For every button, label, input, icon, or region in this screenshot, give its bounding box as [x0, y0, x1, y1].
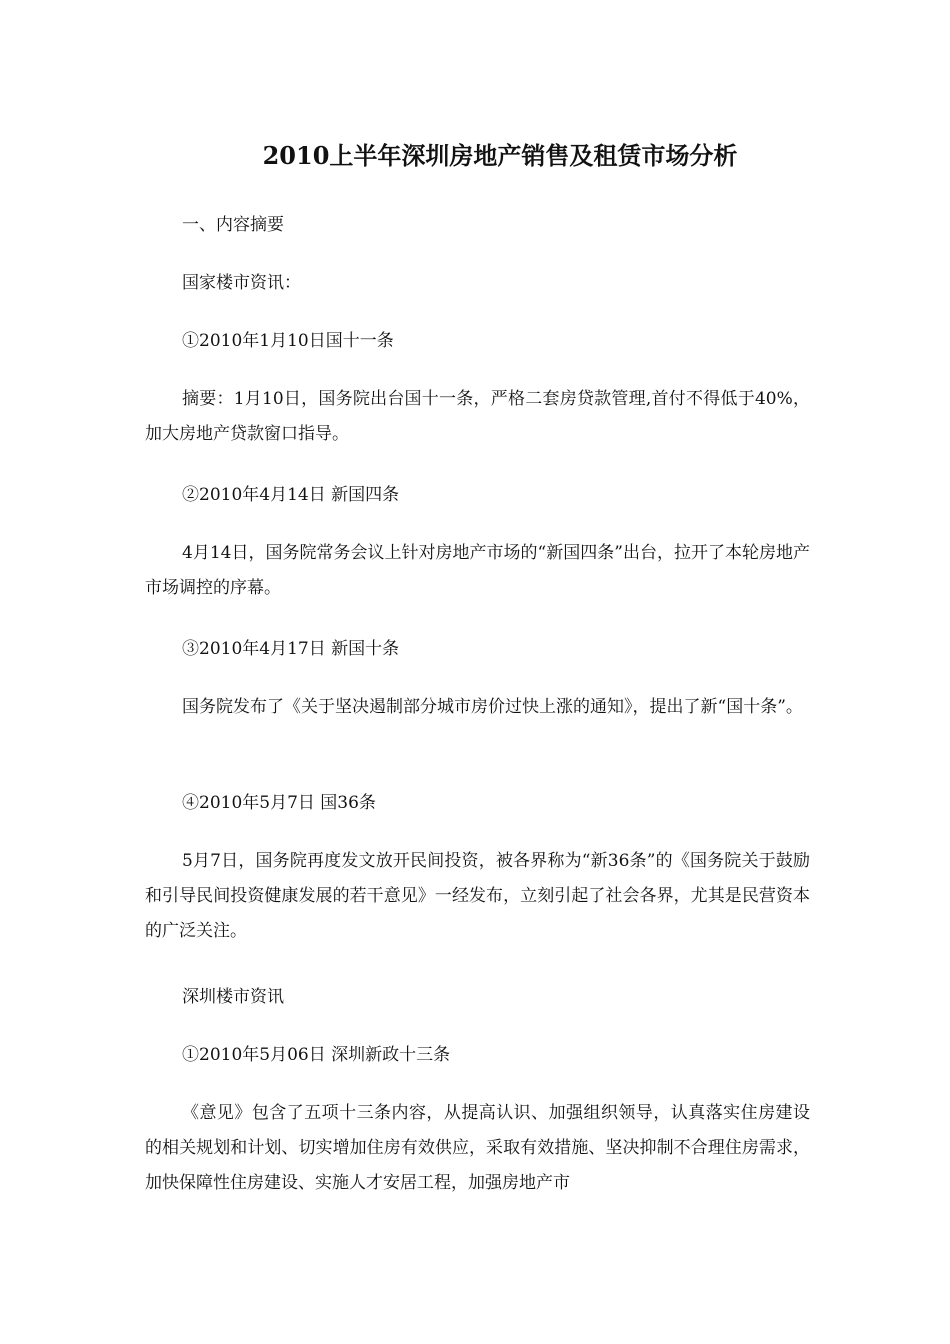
- national-item-2-title: ②2010年4月14日 新国四条: [182, 485, 400, 505]
- shenzhen-item-1-title: ①2010年5月06日 深圳新政十三条: [182, 1045, 451, 1065]
- document-title: 2010上半年深圳房地产销售及租赁市场分析: [262, 141, 738, 170]
- section-heading-summary: 一、内容摘要: [182, 215, 284, 235]
- national-news-heading: 国家楼市资讯：: [182, 273, 301, 293]
- national-item-3-title: ③2010年4月17日 新国十条: [182, 639, 400, 659]
- national-item-1-title: ①2010年1月10日国十一条: [182, 331, 394, 351]
- national-item-3-body: 国务院发布了《关于坚决遏制部分城市房价过快上涨的通知》，提出了新“国十条”。: [182, 697, 803, 717]
- national-item-4-body: 5月7日，国务院再度发文放开民间投资，被各界称为“新36条”的《国务院关于鼓励和引导民间投资健康发展的若干意见》一经发布，立刻引起了社会各界，尤其是民营资本的广泛关注。: [145, 851, 810, 941]
- national-item-1-body: 摘要：1月10日，国务院出台国十一条，严格二套房贷款管理,首付不得低于40%，加大房地产贷款窗口指导。: [145, 389, 810, 444]
- national-item-4-title: ④2010年5月7日 国36条: [182, 793, 376, 813]
- national-item-2-body: 4月14日，国务院常务会议上针对房地产市场的“新国四条”出台，拉开了本轮房地产市场调控的序幕。: [145, 543, 810, 598]
- shenzhen-item-1-body: 《意见》包含了五项十三条内容，从提高认识、加强组织领导，认真落实住房建设的相关规划和计划、切实增加住房有效供应，采取有效措施、坚决抑制不合理住房需求，加快保障性住房建设、实施人才安居工程，加强房地产市: [145, 1103, 810, 1193]
- shenzhen-news-heading: 深圳楼市资讯: [182, 987, 284, 1007]
